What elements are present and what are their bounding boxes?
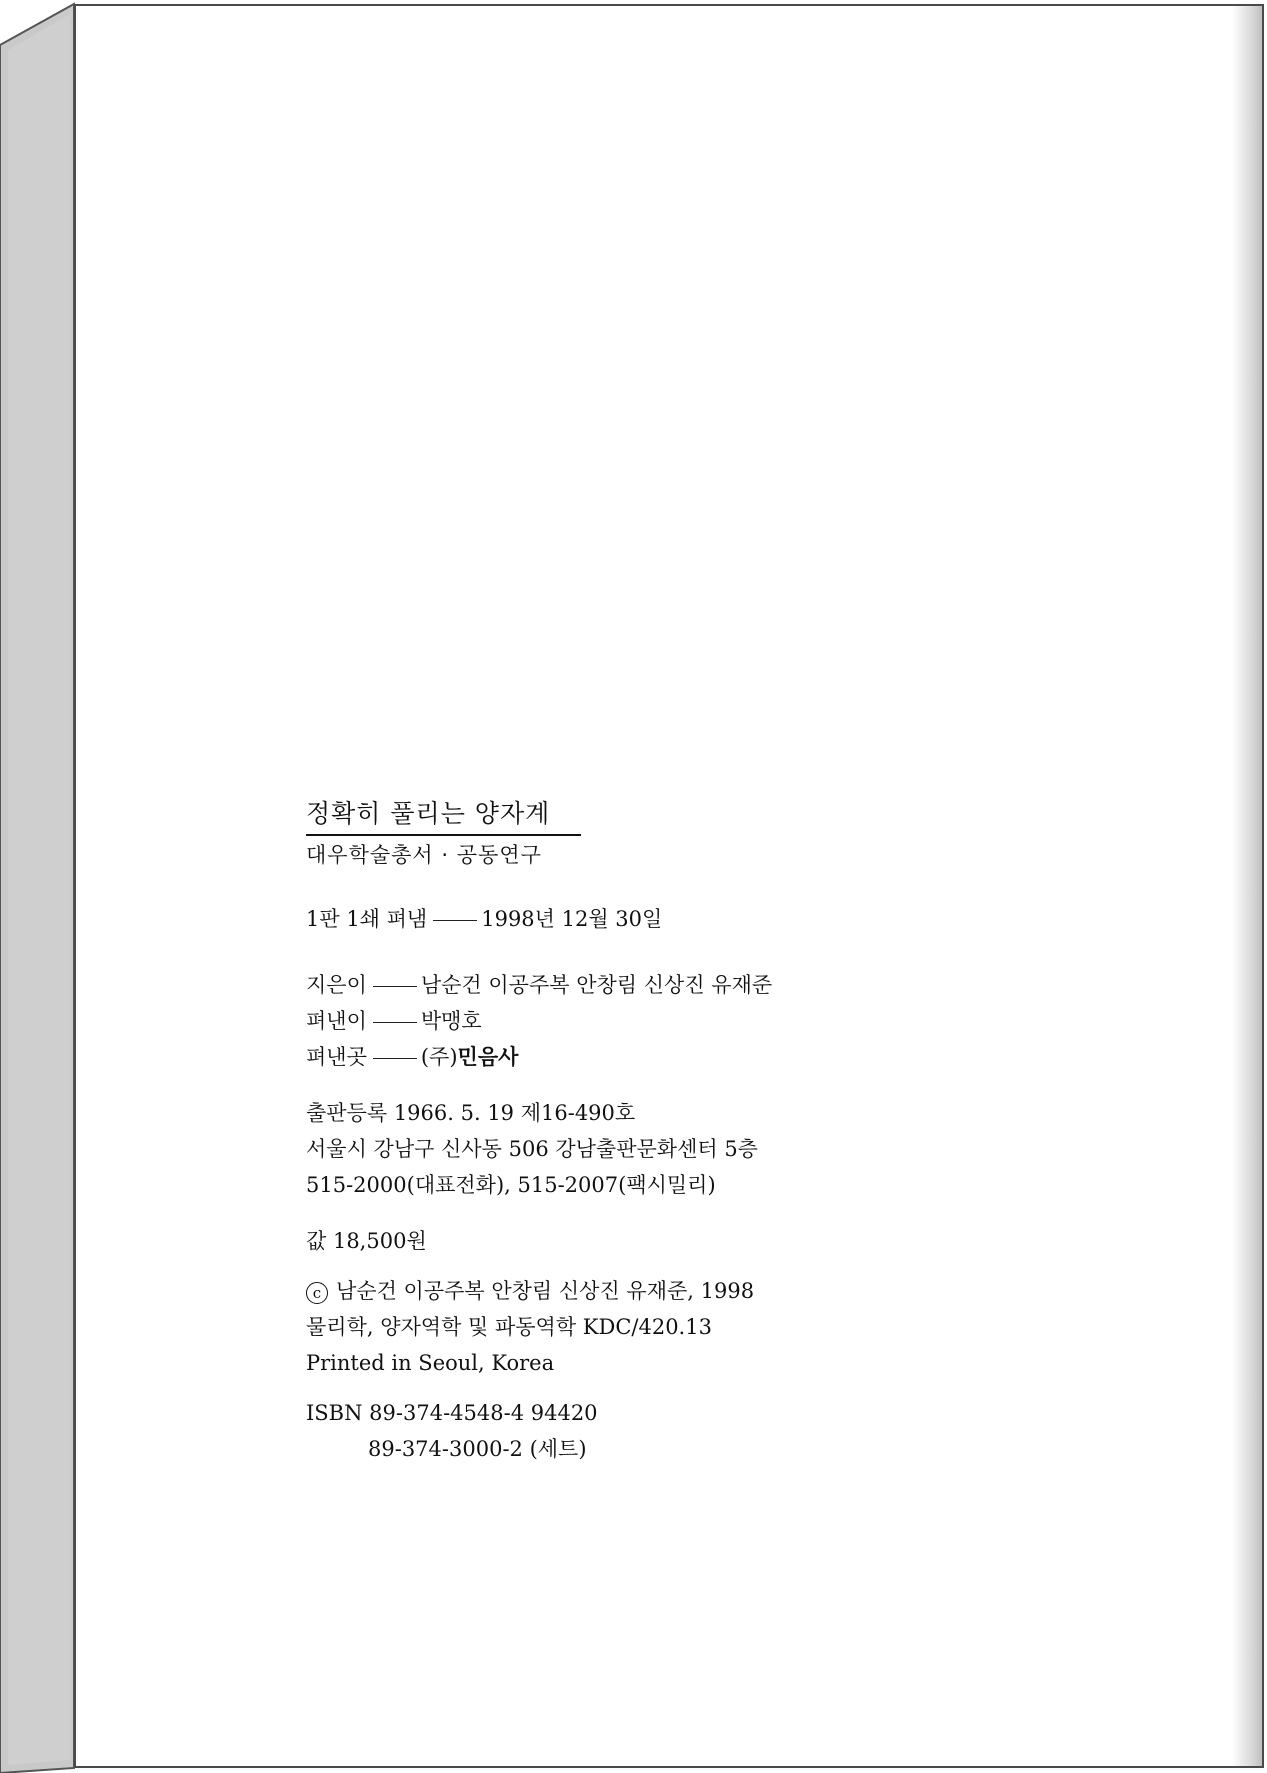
publisher-name: 민음사	[457, 1045, 519, 1069]
isbn-line: ISBN 89-374-4548-4 94420	[306, 1401, 598, 1425]
publisher-person-name: 박맹호	[420, 1009, 482, 1033]
book-title: 정확히 풀리는 양자계	[306, 796, 581, 836]
registration-line: 출판등록 1966. 5. 19 제16-490호	[306, 1101, 636, 1125]
dash-divider	[373, 986, 417, 987]
dash-divider	[373, 1022, 417, 1023]
edition-label: 1판 1쇄 펴냄	[306, 907, 428, 931]
printed-line: Printed in Seoul, Korea	[306, 1351, 555, 1375]
authors-names: 남순건 이공주복 안창림 신상진 유재준	[420, 973, 773, 997]
authors-label: 지은이	[306, 973, 367, 997]
copyright-icon: c	[306, 1282, 328, 1304]
edition-line	[306, 901, 906, 937]
dash-divider	[373, 1058, 417, 1059]
publisher-person-line	[306, 1003, 906, 1039]
classification-line: 물리학, 양자역학 및 파동역학 KDC/420.13	[306, 1315, 712, 1339]
publisher-person-label: 펴낸이	[306, 1009, 367, 1033]
price-line: 값 18,500원	[306, 1229, 427, 1253]
colophon-page	[74, 4, 1264, 1768]
page-edge-shadow	[1232, 6, 1262, 1766]
address-line: 서울시 강남구 신사동 506 강남출판문화센터 5층	[306, 1137, 758, 1161]
phone-line: 515-2000(대표전화), 515-2007(팩시밀리)	[306, 1173, 716, 1197]
dash-divider	[433, 920, 477, 921]
isbn-set-line: 89-374-3000-2 (세트)	[368, 1437, 587, 1461]
book-spine	[0, 0, 80, 1773]
series-name: 대우학술총서 · 공동연구	[306, 843, 542, 867]
copyright-line	[306, 1273, 906, 1309]
publisher-line	[306, 1039, 906, 1075]
copyright-holders: 남순건 이공주복 안창림 신상진 유재준, 1998	[336, 1279, 755, 1303]
authors-line	[306, 967, 906, 1003]
publisher-label: 펴낸곳	[306, 1045, 367, 1069]
colophon-block	[306, 796, 906, 1467]
edition-date: 1998년 12월 30일	[481, 907, 663, 931]
publisher-prefix: (주)	[420, 1045, 458, 1069]
